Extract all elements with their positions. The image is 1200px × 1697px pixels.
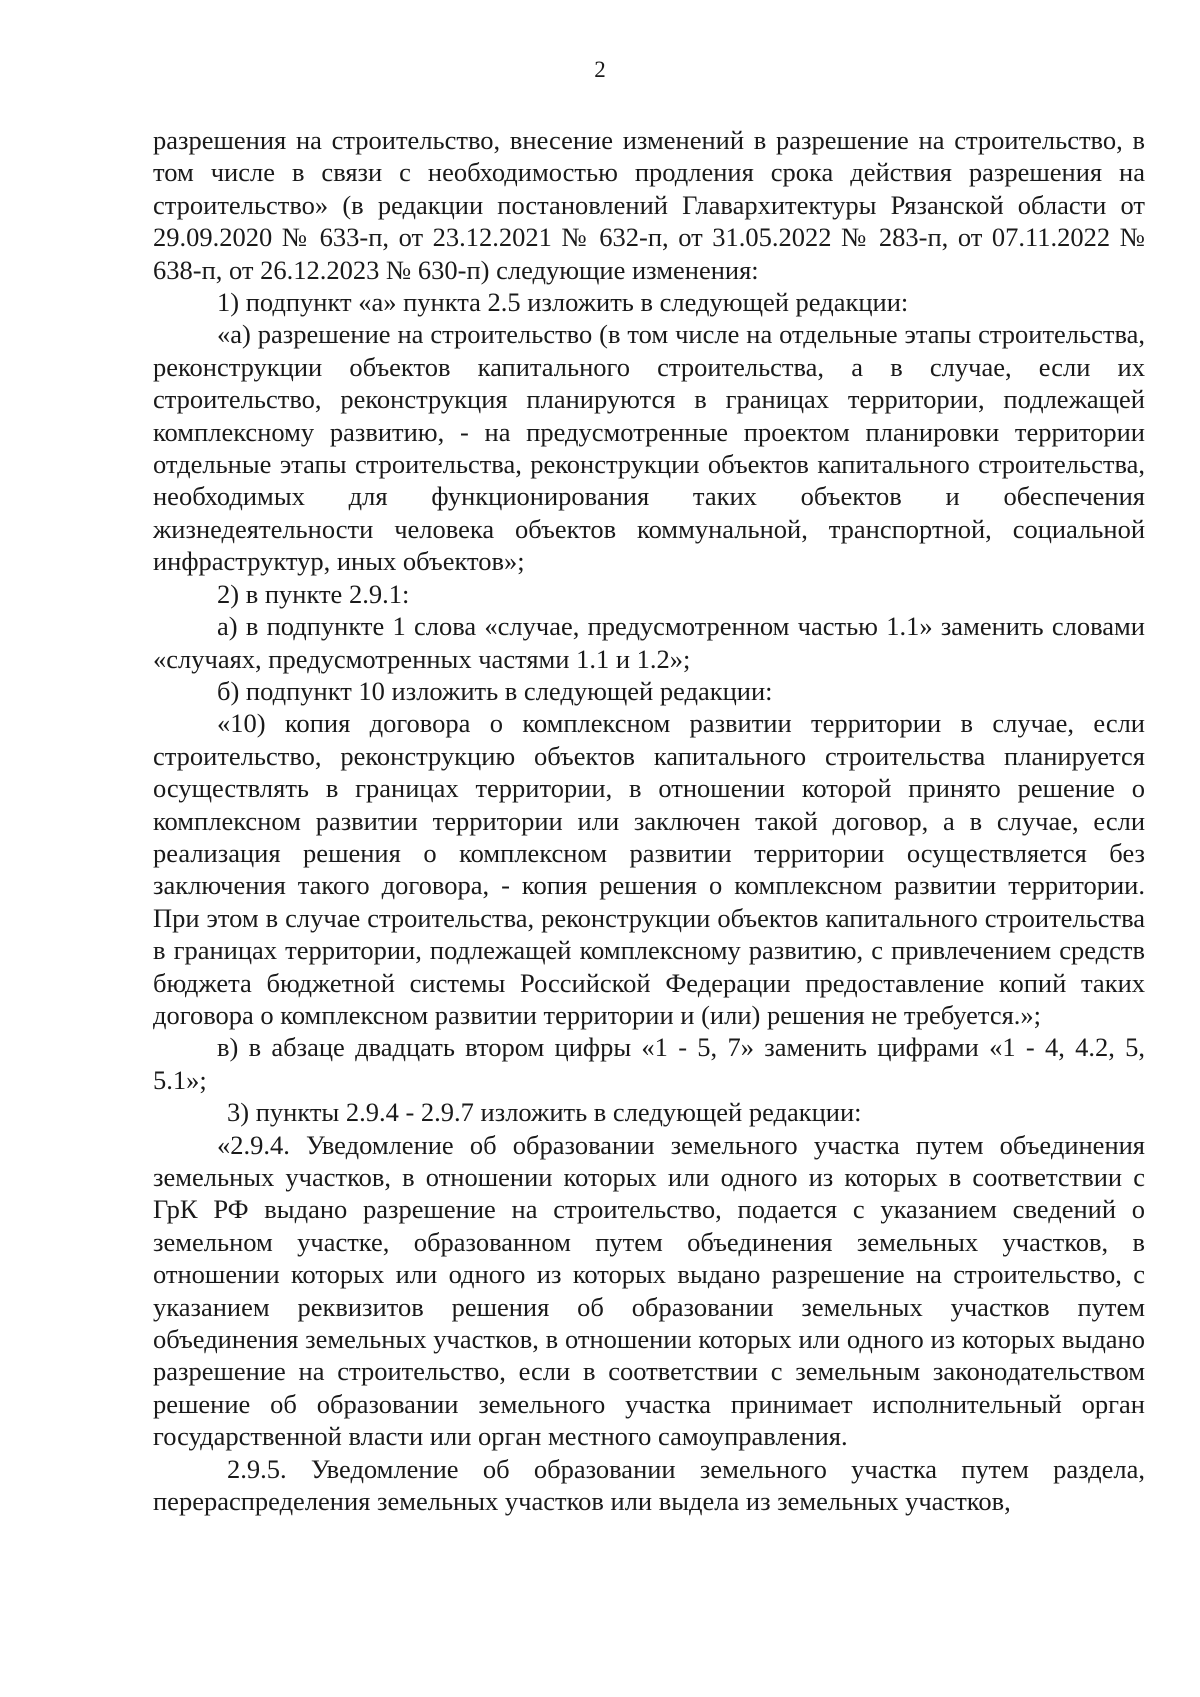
paragraph-continuation: разрешения на строительство, внесение изменений в разрешение на строительство, в том числе в связи с необходимостью продления срока действия разрешения на строительство» (в редакции постановлений Главархитектуры Рязанской области от 29.09.2020 № 633-п, от 23.12.2021 № 632-п, от 31.05.2022 № 283-п, от 07.11.2022 № 638-п, от 26.12.2023 № 630-п) следующие изменения: <box>153 125 1145 285</box>
paragraph-2-9-4: «2.9.4. Уведомление об образовании земельного участка путем объединения земельных участков, в отношении которых или одного из которых в соответствии с ГрК РФ выдано разрешение на строительство, подается с указанием сведений о земельном участке, образованном путем объединения земельных участков, в отношении которых или одного из которых выдано разрешение на строительство, с указанием реквизитов решения об образовании земельных участков путем объединения земельных участков, в отношении которых или одного из которых выдано разрешение на строительство, если в соответствии с земельным законодательством решение об образовании земельного участка принимает исполнительный орган государственной власти или орган местного самоуправления. <box>153 1129 1145 1452</box>
document-body <box>153 124 1145 1517</box>
paragraph-2-9-5: 2.9.5. Уведомление об образовании земельного участка путем раздела, перераспределения земельных участков или выдела из земельных участков, <box>153 1453 1145 1517</box>
paragraph-subitem-a-text: «а) разрешение на строительство (в том числе на отдельные этапы строительства, реконструкции объектов капитального строительства, а в случае, если их строительство, реконструкция планируются в границах территории, подлежащей комплексному развитию, - на предусмотренные проектом планировки территории отдельные этапы строительства, реконструкции объектов капитального строительства, необходимых для функционирования таких объектов и обеспечения жизнедеятельности человека объектов коммунальной, транспортной, социальной инфраструктур, иных объектов»; <box>153 319 1145 577</box>
paragraph-subitem-10-text: «10) копия договора о комплексном развитии территории в случае, если строительство, реконструкцию объектов капитального строительства планируется осуществлять в границах территории, в отношении которой принято решение о комплексном развитии территории или заключен такой договор, а в случае, если реализация решения о комплексном развитии территории осуществляется без заключения такого договора, - копия решения о комплексном развитии территории. При этом в случае строительства, реконструкции объектов капитального строительства в границах территории, подлежащей комплексному развитию, с привлечением средств бюджета бюджетной системы Российской Федерации предоставление копий таких договора о комплексном развитии территории и (или) решения не требуется.»; <box>153 708 1145 1030</box>
paragraph-item-3: 3) пункты 2.9.4 - 2.9.7 изложить в следующей редакции: <box>227 1097 862 1128</box>
paragraph-item-2-b: б) подпункт 10 изложить в следующей редакции: <box>217 675 773 706</box>
page-number: 2 <box>594 57 606 82</box>
paragraph-item-1: 1) подпункт «а» пункта 2.5 изложить в следующей редакции: <box>217 287 909 318</box>
paragraph-item-2-v: в) в абзаце двадцать втором цифры «1 - 5, 7» заменить цифрами «1 - 4, 4.2, 5, 5.1»; <box>153 1032 1145 1095</box>
paragraph-item-2: 2) в пункте 2.9.1: <box>217 578 410 609</box>
paragraph-item-2-a: а) в подпункте 1 слова «случае, предусмотренном частью 1.1» заменить словами «случаях, предусмотренных частями 1.1 и 1.2»; <box>153 611 1145 674</box>
